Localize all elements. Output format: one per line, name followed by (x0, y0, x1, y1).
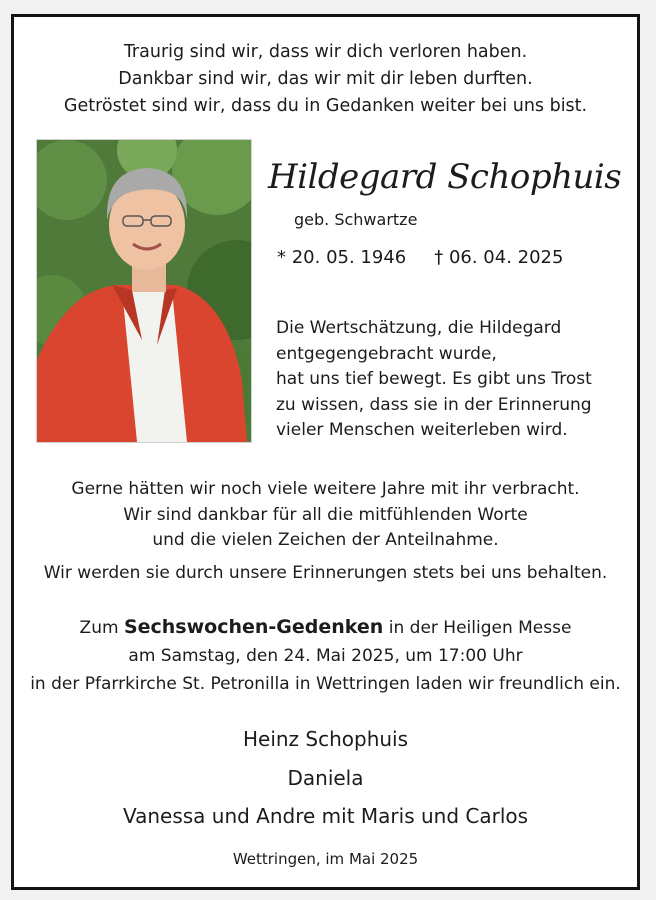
gratitude-line: und die vielen Zeichen der Anteilnahme. (152, 530, 499, 550)
tribute-line: entgegengebracht wurde, (276, 343, 497, 364)
invitation-location: in der Pfarrkirche St. Petronilla in Wettringen laden wir freundlich ein. (30, 674, 621, 694)
portrait-photo (36, 139, 252, 443)
death-date: † 06. 04. 2025 (434, 247, 564, 268)
poem-line: Dankbar sind wir, das wir mit dir leben durften. (118, 69, 533, 89)
tribute-line: hat uns tief bewegt. Es gibt uns Trost (276, 369, 592, 389)
remembrance-text: Wir werden sie durch unsere Erinnerungen stets bei uns behalten. (43, 563, 608, 583)
portrait-illustration (37, 140, 251, 442)
family-member: Heinz Schophuis (242, 727, 409, 751)
invitation-pre: Zum (79, 618, 124, 638)
gratitude-line: Wir sind dankbar für all die mitfühlenden Worte (123, 504, 528, 525)
family-member: Daniela (287, 765, 364, 790)
poem-line: Traurig sind wir, dass wir dich verloren haben. (123, 42, 528, 62)
gratitude-text (14, 477, 637, 554)
invitation (14, 613, 637, 698)
poem (14, 39, 637, 120)
invitation-post: in der Heiligen Messe (383, 618, 572, 638)
poem-line: Getröstet sind wir, dass du in Gedanken weiter bei uns bist. (63, 96, 588, 116)
maiden-name: geb. Schwartze (294, 210, 418, 229)
place-date: Wettringen, im Mai 2025 (232, 850, 419, 868)
invitation-date: am Samstag, den 24. Mai 2025, um 17:00 Uhr (128, 646, 523, 666)
family-member: Vanessa und Andre mit Maris und Carlos (122, 804, 529, 828)
obituary-notice (11, 14, 640, 890)
event-name: Sechswochen-Gedenken (123, 616, 384, 638)
family-signatures (14, 720, 637, 836)
deceased-name: Hildegard Schophuis (268, 157, 622, 197)
birth-date: * 20. 05. 1946 (277, 247, 407, 268)
invitation-line (14, 613, 637, 642)
tribute-line: Die Wertschätzung, die Hildegard (276, 318, 562, 338)
tribute-line: zu wissen, dass sie in der Erinnerung (276, 394, 592, 415)
tribute-line: vieler Menschen weiterleben wird. (276, 420, 568, 440)
life-dates (277, 247, 563, 268)
gratitude-line: Gerne hätten wir noch viele weitere Jahre mit ihr verbracht. (71, 479, 580, 499)
tribute-text (276, 316, 592, 444)
